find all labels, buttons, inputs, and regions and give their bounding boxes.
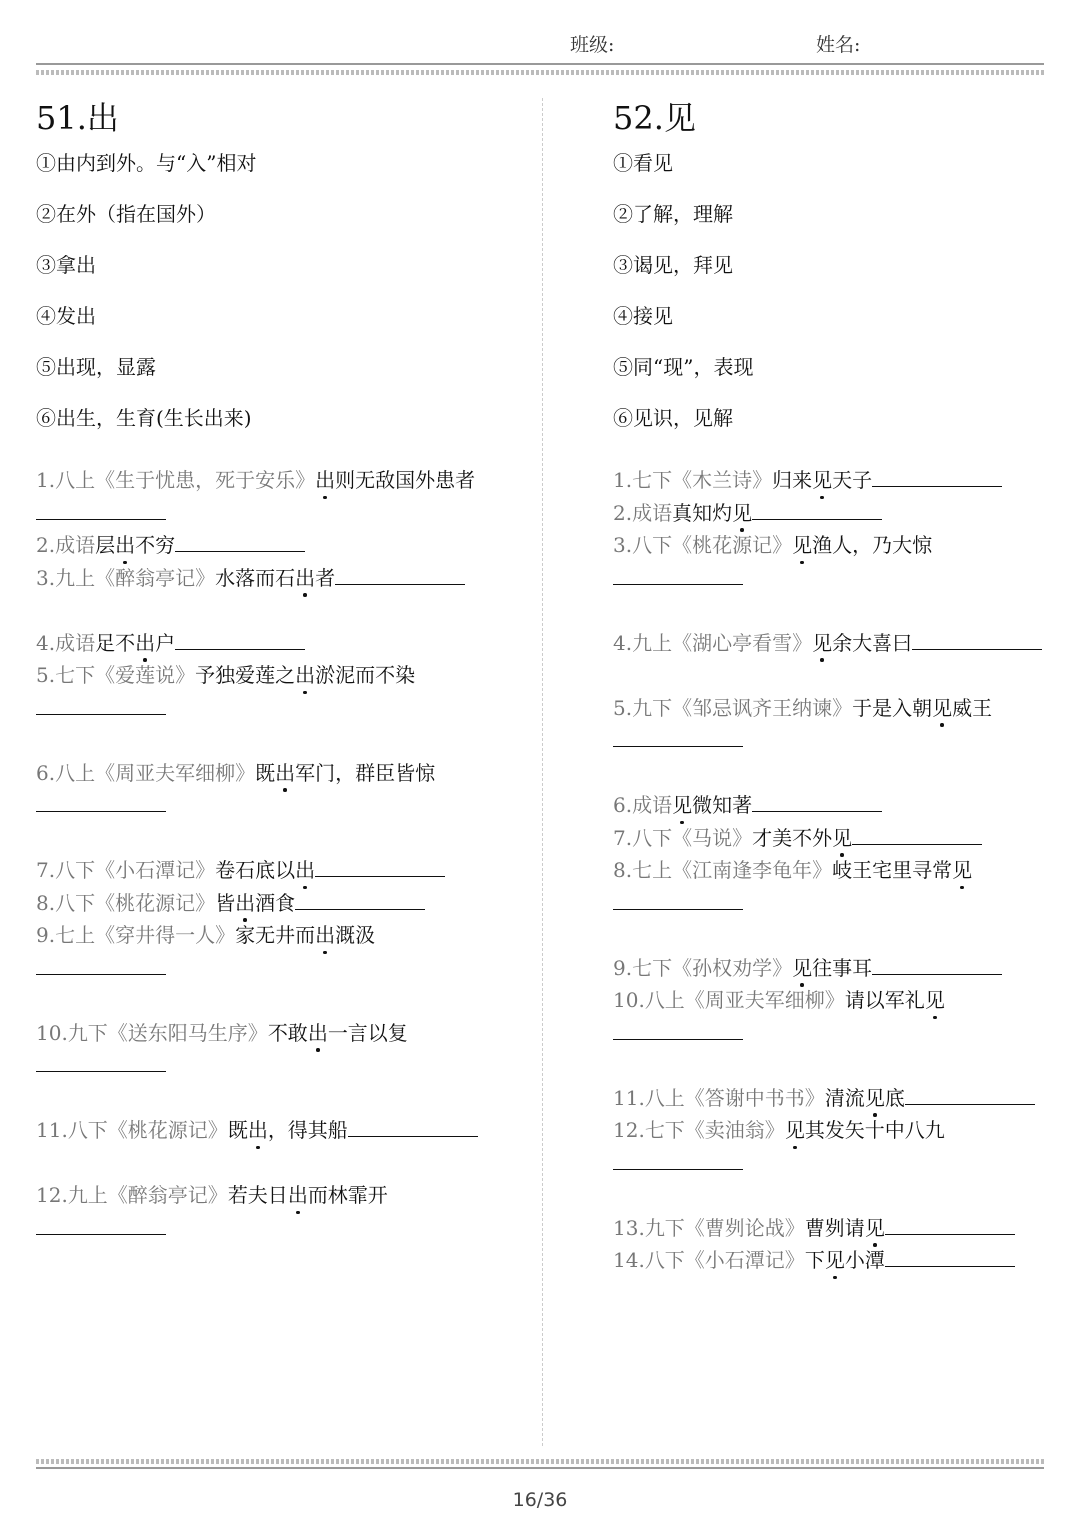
meaning-item: ④接见 xyxy=(613,304,673,328)
left-column xyxy=(36,96,484,1244)
answer-blank[interactable] xyxy=(348,1114,478,1137)
exercise-item xyxy=(613,464,1058,497)
item-source: 八上《答谢中书书》 xyxy=(644,1085,825,1110)
item-text: 卷石底以 xyxy=(215,858,296,882)
exercise-item xyxy=(36,887,484,920)
answer-blank[interactable] xyxy=(752,497,882,520)
item-number: 8. xyxy=(36,890,56,915)
item-source: 九上《湖心亭看雪》 xyxy=(632,630,813,655)
item-source: 七下《孙权劝学》 xyxy=(632,955,793,980)
item-number: 7. xyxy=(613,825,633,850)
answer-blank[interactable] xyxy=(36,1049,166,1072)
key-character: 见 xyxy=(864,1085,885,1110)
item-source: 七上《穿井得一人》 xyxy=(55,923,236,947)
item-text: 淤泥而不染 xyxy=(315,663,416,687)
class-field-label: 班级: xyxy=(570,34,615,56)
item-text: 予独爱莲之 xyxy=(195,663,296,687)
meaning-item: ③拿出 xyxy=(36,253,96,277)
key-character: 见 xyxy=(784,1118,805,1142)
exercise-item xyxy=(613,1244,1058,1277)
meaning-item: ①由内到外。与“入”相对 xyxy=(36,151,257,175)
key-character: 出 xyxy=(315,923,336,947)
item-number: 9. xyxy=(613,955,633,980)
exercise-item xyxy=(36,627,484,660)
item-text: 家无井而 xyxy=(235,923,316,947)
item-number: 1. xyxy=(613,468,633,492)
exercise-item xyxy=(613,497,1058,530)
item-text: 军门，群臣皆惊 xyxy=(295,760,436,785)
item-number: 5. xyxy=(36,663,56,687)
key-character: 出 xyxy=(287,1183,308,1207)
footer-rule xyxy=(36,1467,1044,1469)
exercise-item xyxy=(613,952,1058,985)
answer-blank[interactable] xyxy=(335,562,465,585)
exercise-item xyxy=(36,1114,484,1147)
item-source: 七上《江南逢李龟年》 xyxy=(632,858,833,882)
exercise-item xyxy=(36,757,484,822)
item-text: ，得其船 xyxy=(267,1118,348,1142)
item-text: 户 xyxy=(155,630,176,655)
item-source: 成语 xyxy=(55,630,96,655)
item-text: 余大喜曰 xyxy=(832,630,913,655)
exercise-item xyxy=(36,1017,484,1082)
key-character: 见 xyxy=(812,468,833,492)
key-character: 出 xyxy=(295,663,316,687)
answer-blank[interactable] xyxy=(315,854,445,877)
item-text: 不穷 xyxy=(135,533,176,557)
item-source: 八上《周亚夫军细柳》 xyxy=(644,988,845,1012)
answer-blank[interactable] xyxy=(885,1244,1015,1267)
item-number: 4. xyxy=(36,630,56,655)
item-text: 归来 xyxy=(772,468,813,492)
meaning-item: ③谒见，拜见 xyxy=(613,253,733,277)
item-text: 威王 xyxy=(952,695,993,720)
answer-blank[interactable] xyxy=(885,1212,1015,1235)
item-source: 九下《送东阳马生序》 xyxy=(67,1020,268,1045)
exercise-item xyxy=(36,1179,484,1244)
exercise-item xyxy=(36,562,484,595)
item-text: 下 xyxy=(804,1248,825,1272)
meanings-list-right xyxy=(613,148,1058,454)
item-text: 足不 xyxy=(95,630,136,655)
item-source: 八上《周亚夫军细柳》 xyxy=(55,760,256,785)
item-text: 一言以复 xyxy=(327,1020,408,1045)
footer-dotted-rule xyxy=(36,1459,1044,1464)
key-character: 出 xyxy=(247,1118,268,1142)
name-field-label: 姓名: xyxy=(816,34,861,56)
meaning-item: ⑤出现，显露 xyxy=(36,355,156,379)
item-text: 于是入朝 xyxy=(852,695,933,720)
exercise-item xyxy=(613,789,1058,822)
meaning-item: ⑥出生，生育(生长出来) xyxy=(36,406,252,430)
item-text: 底 xyxy=(884,1085,905,1110)
item-number: 11. xyxy=(613,1085,645,1110)
item-number: 12. xyxy=(36,1183,68,1207)
item-source: 八上《生于忧患，死于安乐》 xyxy=(55,468,316,492)
answer-blank[interactable] xyxy=(872,464,1002,487)
item-source: 九上《醉翁亭记》 xyxy=(67,1183,228,1207)
key-character: 出 xyxy=(135,630,156,655)
item-text: 酒食 xyxy=(255,890,296,915)
exercise-item xyxy=(613,692,1058,757)
item-number: 2. xyxy=(613,500,633,525)
item-number: 11. xyxy=(36,1118,68,1142)
key-character: 出 xyxy=(295,858,316,882)
item-text: 往事耳 xyxy=(812,955,873,980)
exercise-list-right xyxy=(613,464,1058,1277)
key-character: 见 xyxy=(864,1215,885,1240)
item-number: 9. xyxy=(36,923,56,947)
key-character: 见 xyxy=(732,500,753,525)
key-character: 见 xyxy=(812,630,833,655)
item-text: 既 xyxy=(227,1118,248,1142)
item-number: 8. xyxy=(613,858,633,882)
exercise-list-left xyxy=(36,464,484,1244)
answer-blank[interactable] xyxy=(613,1147,743,1170)
item-number: 10. xyxy=(36,1020,68,1045)
key-character: 出 xyxy=(275,760,296,785)
answer-blank[interactable] xyxy=(613,562,743,585)
entry-title-left: 51.出 xyxy=(36,99,119,137)
right-column xyxy=(613,96,1058,1277)
answer-blank[interactable] xyxy=(613,1017,743,1040)
answer-blank[interactable] xyxy=(852,822,982,845)
item-number: 6. xyxy=(36,760,56,785)
item-text: 若夫日 xyxy=(227,1183,288,1207)
key-character: 见 xyxy=(832,825,853,850)
key-character: 出 xyxy=(115,533,136,557)
item-text: 其发矢十中八九 xyxy=(804,1118,945,1142)
exercise-item xyxy=(36,919,484,984)
column-divider xyxy=(542,98,543,1446)
item-source: 八下《桃花源记》 xyxy=(632,533,793,557)
exercise-item xyxy=(613,822,1058,855)
key-character: 出 xyxy=(315,468,336,492)
answer-blank[interactable] xyxy=(295,887,425,910)
answer-blank[interactable] xyxy=(905,1082,1035,1105)
item-text: 天子 xyxy=(832,468,873,492)
item-text: 水落而石 xyxy=(215,565,296,590)
item-text: 岐王宅里寻常 xyxy=(832,858,953,882)
key-character: 见 xyxy=(952,858,973,882)
key-character: 出 xyxy=(235,890,256,915)
item-source: 七下《木兰诗》 xyxy=(632,468,773,492)
meaning-item: ②在外（指在国外） xyxy=(36,202,216,226)
item-source: 成语 xyxy=(55,533,96,557)
key-character: 见 xyxy=(792,955,813,980)
item-number: 4. xyxy=(613,630,633,655)
answer-blank[interactable] xyxy=(613,724,743,747)
answer-blank[interactable] xyxy=(872,952,1002,975)
item-text: 小潭 xyxy=(844,1248,885,1272)
item-source: 九上《醉翁亭记》 xyxy=(55,565,216,590)
item-number: 7. xyxy=(36,858,56,882)
meaning-item: ⑥见识，见解 xyxy=(613,406,733,430)
item-number: 12. xyxy=(613,1118,645,1142)
item-source: 七下《爱莲说》 xyxy=(55,663,196,687)
item-text: 者 xyxy=(315,565,336,590)
exercise-item xyxy=(613,1114,1058,1179)
item-source: 成语 xyxy=(632,793,673,817)
item-number: 3. xyxy=(613,533,633,557)
item-text: 而林霏开 xyxy=(307,1183,388,1207)
item-source: 八下《桃花源记》 xyxy=(67,1118,228,1142)
item-text: 既 xyxy=(255,760,276,785)
exercise-item xyxy=(36,854,484,887)
exercise-item xyxy=(613,1082,1058,1115)
meaning-item: ⑤同“现”，表现 xyxy=(613,355,754,379)
answer-blank[interactable] xyxy=(752,789,882,812)
answer-blank[interactable] xyxy=(175,529,305,552)
item-text: 微知著 xyxy=(692,793,753,817)
item-number: 13. xyxy=(613,1215,645,1240)
header-dotted-rule xyxy=(36,70,1044,75)
exercise-item xyxy=(613,529,1058,594)
item-text: 不敢 xyxy=(267,1020,308,1045)
item-source: 成语 xyxy=(632,500,673,525)
header-fields xyxy=(0,30,1080,58)
item-number: 10. xyxy=(613,988,645,1012)
key-character: 见 xyxy=(672,793,693,817)
answer-blank[interactable] xyxy=(912,627,1042,650)
item-number: 6. xyxy=(613,793,633,817)
answer-blank[interactable] xyxy=(36,692,166,715)
key-character: 出 xyxy=(295,565,316,590)
meaning-item: ①看见 xyxy=(613,151,673,175)
answer-blank[interactable] xyxy=(36,789,166,812)
header-rule xyxy=(36,63,1044,65)
exercise-item xyxy=(613,854,1058,919)
item-number: 3. xyxy=(36,565,56,590)
item-text: 皆 xyxy=(215,890,236,915)
answer-blank[interactable] xyxy=(175,627,305,650)
item-number: 1. xyxy=(36,468,56,492)
item-source: 九下《邹忌讽齐王纳谏》 xyxy=(632,695,853,720)
key-character: 见 xyxy=(932,695,953,720)
key-character: 见 xyxy=(924,988,945,1012)
item-text: 请以军礼 xyxy=(844,988,925,1012)
exercise-item xyxy=(36,464,484,529)
answer-blank[interactable] xyxy=(613,887,743,910)
answer-blank[interactable] xyxy=(36,497,166,520)
item-number: 5. xyxy=(613,695,633,720)
item-number: 2. xyxy=(36,533,56,557)
exercise-item xyxy=(613,627,1058,660)
key-character: 见 xyxy=(824,1248,845,1272)
exercise-item xyxy=(613,1212,1058,1245)
item-text: 层 xyxy=(95,533,116,557)
item-source: 八下《桃花源记》 xyxy=(55,890,216,915)
page-number: 16/36 xyxy=(512,1489,568,1511)
meaning-item: ④发出 xyxy=(36,304,96,328)
item-number: 14. xyxy=(613,1248,645,1272)
meaning-item: ②了解，理解 xyxy=(613,202,733,226)
item-text: 真知灼 xyxy=(672,500,733,525)
item-source: 九下《曹刿论战》 xyxy=(644,1215,805,1240)
answer-blank[interactable] xyxy=(36,1212,166,1235)
exercise-item xyxy=(613,984,1058,1049)
item-text: 才美不外 xyxy=(752,825,833,850)
key-character: 出 xyxy=(307,1020,328,1045)
item-text: 则无敌国外患者 xyxy=(335,468,476,492)
item-source: 八下《马说》 xyxy=(632,825,753,850)
item-source: 七下《卖油翁》 xyxy=(644,1118,785,1142)
item-text: 曹刿请 xyxy=(804,1215,865,1240)
item-source: 八下《小石潭记》 xyxy=(55,858,216,882)
item-text: 溉汲 xyxy=(335,923,376,947)
item-text: 清流 xyxy=(824,1085,865,1110)
key-character: 见 xyxy=(792,533,813,557)
item-text: 渔人，乃大惊 xyxy=(812,533,933,557)
exercise-item xyxy=(36,659,484,724)
answer-blank[interactable] xyxy=(36,952,166,975)
meanings-list-left xyxy=(36,148,484,454)
item-source: 八下《小石潭记》 xyxy=(644,1248,805,1272)
entry-title-right: 52.见 xyxy=(613,99,696,137)
exercise-item xyxy=(36,529,484,562)
